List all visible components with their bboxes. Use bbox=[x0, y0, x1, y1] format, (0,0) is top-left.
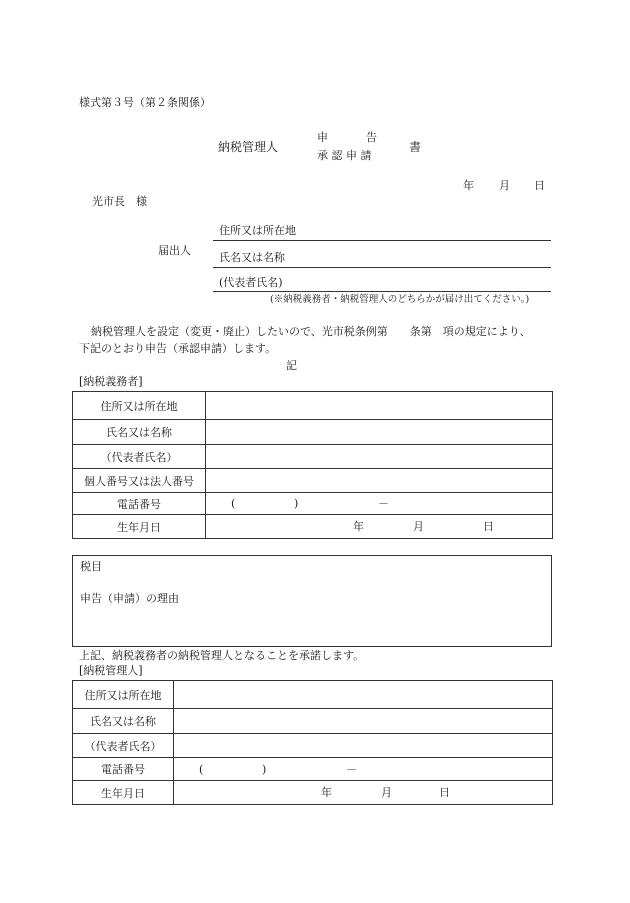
table-row bbox=[73, 392, 553, 420]
table-row bbox=[73, 469, 553, 493]
applicant-address-label: 住所又は所在地 bbox=[219, 224, 296, 237]
applicant-rep-label: (代表者氏名) bbox=[219, 276, 283, 289]
taxpayer-birth-field[interactable] bbox=[206, 515, 553, 539]
taxpayer-id-field[interactable] bbox=[206, 469, 553, 493]
taxpayer-address-label: 住所又は所在地 bbox=[73, 392, 206, 420]
consent-text: 上記、納税義務者の納税管理人となることを承諾します。 bbox=[79, 649, 365, 662]
manager-rep-field[interactable] bbox=[174, 734, 553, 758]
birth-month: 月 bbox=[381, 786, 392, 799]
applicant-name-line[interactable] bbox=[213, 267, 551, 268]
taxpayer-rep-label: （代表者氏名） bbox=[73, 445, 206, 469]
taxpayer-address-field[interactable] bbox=[206, 392, 553, 420]
applicant-rep-line[interactable] bbox=[213, 291, 551, 292]
reason-label: 申告（申請）の理由 bbox=[80, 592, 179, 605]
table-row bbox=[73, 758, 553, 781]
date-month: 月 bbox=[499, 179, 510, 192]
taxpayer-id-label: 個人番号又は法人番号 bbox=[73, 469, 206, 493]
table-row bbox=[73, 493, 553, 515]
manager-birth-field[interactable] bbox=[174, 781, 553, 805]
taxpayer-phone-field[interactable] bbox=[206, 493, 553, 515]
taxpayer-table bbox=[72, 391, 553, 539]
title-suffix: 書 bbox=[409, 140, 422, 154]
applicant-note: (※納税義務者・納税管理人のどちらかが届け出てください。) bbox=[270, 294, 530, 305]
manager-rep-label: （代表者氏名） bbox=[73, 734, 174, 758]
birth-day: 日 bbox=[439, 786, 450, 799]
applicant-label: 届出人 bbox=[158, 244, 191, 257]
phone-dash: － bbox=[346, 763, 357, 776]
taxpayer-rep-field[interactable] bbox=[206, 445, 553, 469]
manager-address-field[interactable] bbox=[174, 681, 553, 709]
addressee: 光市長 様 bbox=[92, 195, 147, 208]
taxpayer-name-label: 氏名又は名称 bbox=[73, 420, 206, 445]
title-top-b: 告 bbox=[366, 131, 377, 144]
manager-section-title: [納税管理人] bbox=[79, 664, 143, 677]
phone-close-paren: ) bbox=[262, 763, 267, 776]
taxpayer-birth-label: 生年月日 bbox=[73, 515, 206, 539]
table-row bbox=[73, 681, 553, 709]
table-row bbox=[73, 709, 553, 734]
manager-name-field[interactable] bbox=[174, 709, 553, 734]
ki-mark: 記 bbox=[286, 359, 297, 372]
taxpayer-phone-label: 電話番号 bbox=[73, 493, 206, 515]
table-row bbox=[73, 515, 553, 539]
phone-dash: － bbox=[378, 497, 389, 510]
body-line-1: 納税管理人を設定（変更・廃止）したいので、光市税条例第 条第 項の規定により、 bbox=[91, 325, 531, 338]
table-row bbox=[73, 420, 553, 445]
manager-name-label: 氏名又は名称 bbox=[73, 709, 174, 734]
title-top-a: 申 bbox=[317, 131, 328, 144]
phone-open-paren: ( bbox=[199, 763, 204, 776]
manager-birth-label: 生年月日 bbox=[73, 781, 174, 805]
title-prefix: 納税管理人 bbox=[218, 140, 279, 154]
table-row bbox=[73, 734, 553, 758]
applicant-name-label: 氏名又は名称 bbox=[219, 251, 285, 264]
table-row bbox=[73, 445, 553, 469]
form-number: 様式第３号（第２条関係） bbox=[79, 96, 211, 109]
date-year: 年 bbox=[463, 179, 474, 192]
birth-month: 月 bbox=[413, 520, 424, 533]
tax-item-label: 税目 bbox=[80, 560, 102, 573]
phone-open-paren: ( bbox=[231, 497, 236, 510]
date-day: 日 bbox=[534, 179, 545, 192]
birth-day: 日 bbox=[483, 520, 494, 533]
body-line-2: 下記のとおり申告（承認申請）します。 bbox=[79, 342, 277, 355]
title-bottom: 承 認 申 請 bbox=[317, 149, 372, 162]
manager-address-label: 住所又は所在地 bbox=[73, 681, 174, 709]
phone-close-paren: ) bbox=[294, 497, 299, 510]
birth-year: 年 bbox=[353, 520, 364, 533]
birth-year: 年 bbox=[321, 786, 332, 799]
manager-phone-field[interactable] bbox=[174, 758, 553, 781]
taxpayer-name-field[interactable] bbox=[206, 420, 553, 445]
taxpayer-section-title: [納税義務者] bbox=[79, 375, 143, 388]
manager-table bbox=[72, 680, 553, 805]
tax-item-box[interactable] bbox=[72, 555, 552, 647]
table-row bbox=[73, 781, 553, 805]
manager-phone-label: 電話番号 bbox=[73, 758, 174, 781]
applicant-address-line[interactable] bbox=[213, 240, 551, 241]
